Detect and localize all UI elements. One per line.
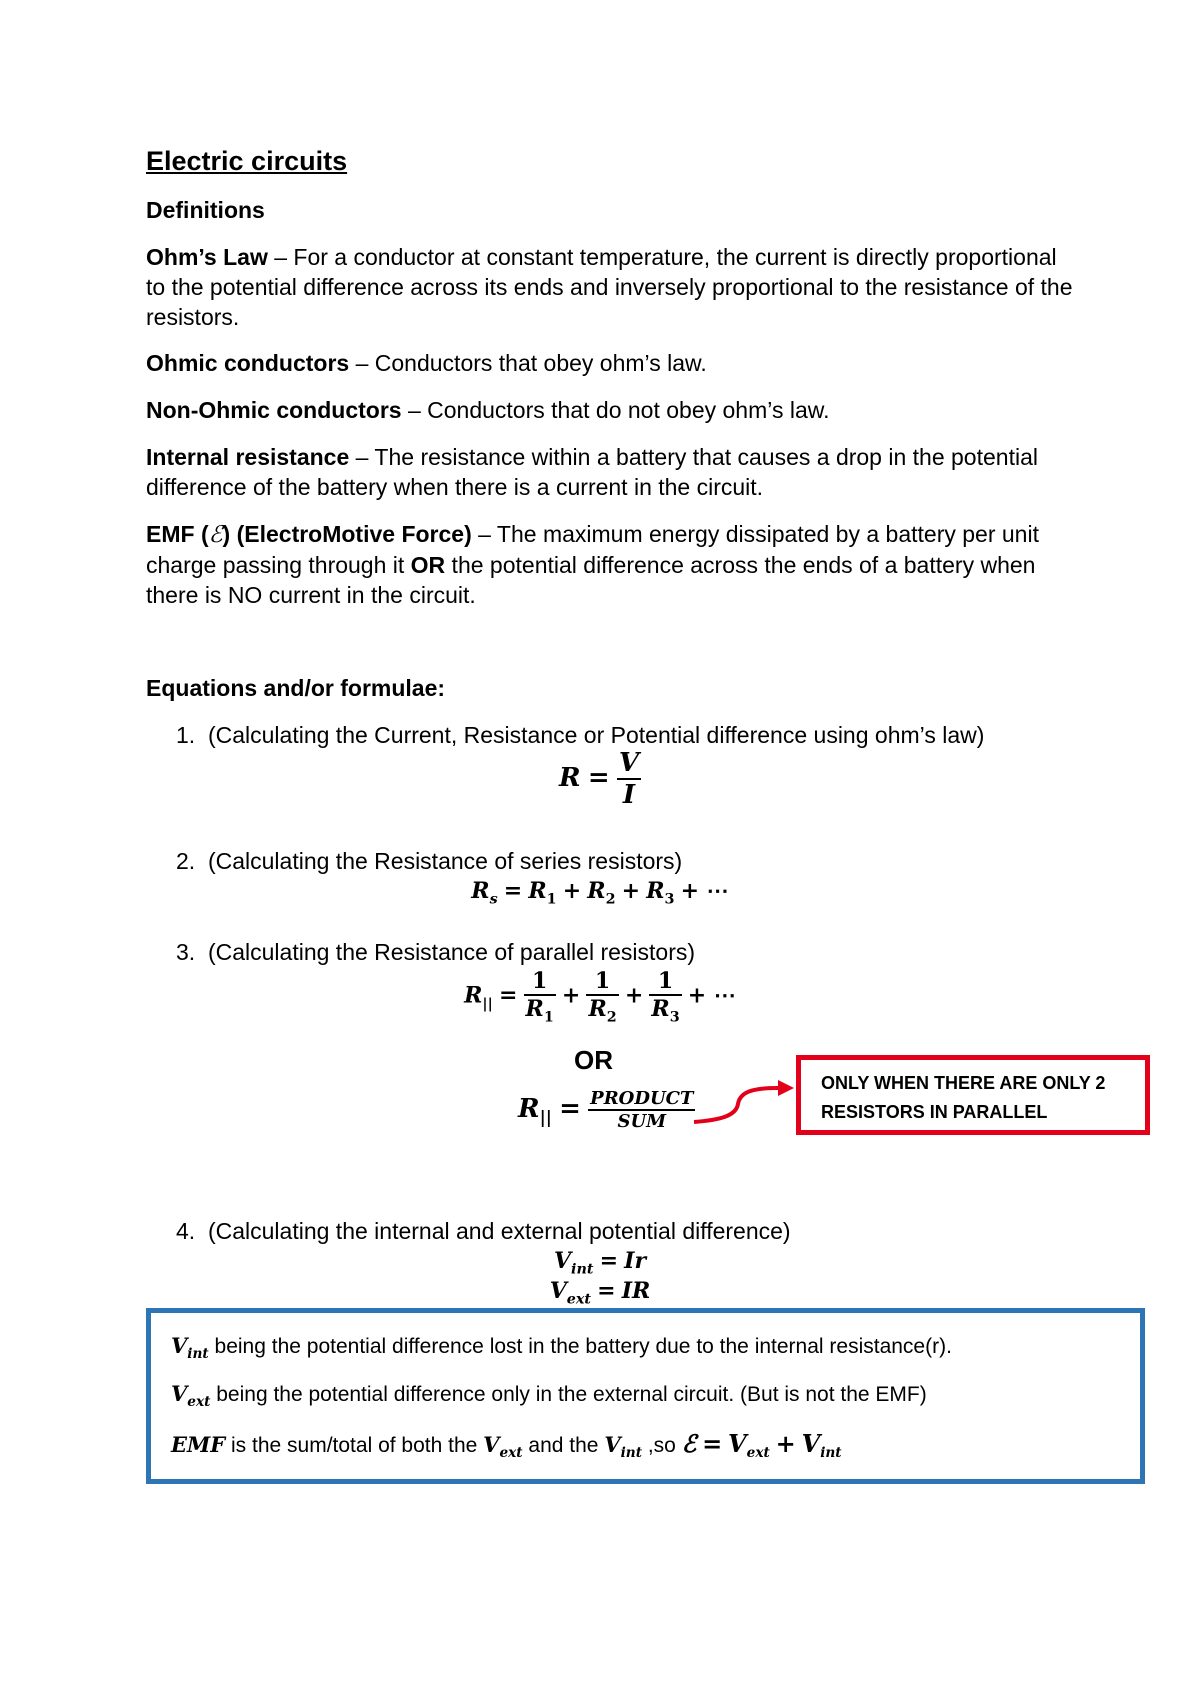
list-number: 3. — [176, 939, 196, 965]
sub2: 2 — [605, 891, 616, 908]
list-text: (Calculating the internal and external potential difference) — [207, 1218, 791, 1244]
plus: + — [621, 878, 641, 904]
fraction-den: I — [622, 780, 636, 810]
formula-vext — [0, 1278, 1200, 1307]
fraction — [588, 1088, 695, 1132]
note-vext — [171, 1381, 927, 1410]
eq: = — [503, 878, 523, 904]
r1: R — [528, 878, 547, 904]
definition-internal-resistance — [146, 442, 1076, 502]
definition-text: Conductors that obey ohm’s law. — [374, 350, 707, 376]
separator: – — [267, 244, 294, 270]
note-emf — [171, 1429, 842, 1461]
sub: int — [820, 1445, 842, 1462]
definition-term: Non-Ohmic conductors — [146, 397, 402, 423]
eq: = — [597, 1278, 616, 1304]
emf-symbol: ℰ — [208, 522, 223, 548]
separator: – — [349, 350, 375, 376]
dots: + ⋯ — [687, 982, 736, 1009]
r2: R — [587, 878, 606, 904]
plus: + — [775, 1429, 796, 1458]
sub: ext — [746, 1445, 770, 1462]
list-number: 1. — [176, 722, 196, 748]
or-label: OR — [574, 1045, 613, 1075]
r3: R — [646, 878, 665, 904]
callout-line-1: ONLY WHEN THERE ARE ONLY 2 — [821, 1073, 1106, 1093]
emf-term-b: ) (ElectroMotive Force) — [222, 521, 472, 547]
sub: ext — [499, 1445, 523, 1462]
note-text: being the potential difference lost in the battery due to the internal resistance(r). — [208, 1335, 952, 1358]
fraction-den: SUM — [617, 1111, 667, 1132]
v: V — [483, 1432, 500, 1457]
v: V — [728, 1429, 747, 1458]
callout-arrow — [690, 1070, 800, 1130]
num: 1 — [649, 968, 681, 996]
definition-text: The resistance within a battery that causes a drop in the potential difference of the battery when there is a current in the circuit. — [146, 444, 1038, 500]
emf-text-b: the potential difference across the ends of a battery when there is NO current in the circuit. — [146, 552, 1036, 608]
v: V — [553, 1248, 572, 1274]
den-r: R — [525, 996, 544, 1022]
list-item-3 — [176, 937, 1106, 967]
callout-line-2: RESISTORS IN PARALLEL — [821, 1102, 1048, 1122]
formula-lhs: R — [558, 762, 581, 793]
callout-box — [796, 1055, 1150, 1135]
fraction-3 — [649, 968, 681, 1025]
formula-product-sum — [518, 1088, 695, 1132]
formula-eq: = — [587, 762, 610, 793]
text: ,so — [642, 1434, 682, 1457]
list-text: (Calculating the Resistance of parallel resistors) — [207, 939, 696, 965]
den-sub: 2 — [606, 1009, 617, 1026]
page-title: Electric circuits — [146, 146, 348, 176]
emf-or: OR — [410, 552, 446, 578]
list-item-1 — [176, 720, 1106, 750]
list-number: 4. — [176, 1218, 196, 1244]
sub: int — [620, 1445, 643, 1462]
plus: + — [624, 982, 644, 1009]
rhs: IR — [621, 1278, 651, 1304]
callout-text — [801, 1060, 1145, 1127]
sub: int — [571, 1261, 594, 1278]
fraction-num: V — [618, 748, 640, 778]
separator: – — [349, 444, 375, 470]
num: 1 — [586, 968, 618, 996]
plus: + — [562, 878, 582, 904]
definition-ohms-law — [146, 242, 1076, 332]
fraction — [617, 748, 641, 810]
list-text: (Calculating the Resistance of series resistors) — [207, 848, 683, 874]
dots: + ⋯ — [680, 878, 729, 904]
emf-term-a: EMF ( — [146, 521, 209, 547]
list-text: (Calculating the Current, Resistance or Potential difference using ohm’s law) — [207, 722, 985, 748]
formula-vint — [0, 1248, 1200, 1277]
r: R — [471, 878, 490, 904]
sub: int — [187, 1346, 209, 1363]
sub: ext — [187, 1394, 211, 1411]
sub: ext — [566, 1291, 592, 1308]
note-text: being the potential difference only in the external circuit. (But is not the EMF) — [210, 1383, 927, 1406]
definition-text: Conductors that do not obey ohm’s law. — [427, 397, 830, 423]
definition-term: Ohmic conductors — [146, 350, 350, 376]
list-item-4 — [176, 1216, 1106, 1246]
formula-parallel — [0, 968, 1200, 1025]
text: is the sum/total of both the — [225, 1434, 484, 1457]
definition-emf — [146, 519, 1076, 610]
definition-non-ohmic-conductors — [146, 395, 1076, 425]
arrow-line — [694, 1088, 778, 1122]
eq: = — [559, 1093, 581, 1124]
formula-series — [0, 878, 1200, 907]
emf-text-a: – The maximum energy dissipated by a battery per unit charge passing through it — [146, 521, 1039, 578]
sub3: 3 — [664, 891, 675, 908]
text: and the — [522, 1434, 605, 1457]
v: V — [171, 1381, 188, 1406]
r: R — [518, 1093, 540, 1124]
formula-ohm — [0, 748, 1200, 810]
definition-term: Ohm’s Law — [146, 244, 268, 270]
fraction-2 — [586, 968, 618, 1025]
emf: EMF — [171, 1432, 226, 1457]
v: V — [801, 1429, 821, 1458]
definition-term: Internal resistance — [146, 444, 350, 470]
arrow-head — [778, 1080, 794, 1096]
den-sub: 3 — [669, 1009, 680, 1026]
fraction-1 — [524, 968, 556, 1025]
eq: = — [498, 982, 518, 1009]
r: R — [464, 982, 483, 1009]
den-r: R — [651, 996, 670, 1022]
note-vint — [171, 1333, 952, 1362]
v: V — [604, 1432, 621, 1457]
emf-symbol: ℰ — [681, 1429, 697, 1458]
den-sub: 1 — [543, 1009, 554, 1026]
den-r: R — [588, 996, 607, 1022]
sub: || — [539, 1107, 552, 1128]
v: V — [171, 1333, 188, 1358]
sub1: 1 — [546, 891, 557, 908]
eq: = — [702, 1429, 723, 1458]
list-number: 2. — [176, 848, 196, 874]
separator: – — [401, 397, 428, 423]
definitions-heading: Definitions — [146, 197, 265, 223]
definition-ohmic-conductors — [146, 348, 1076, 378]
plus: + — [561, 982, 581, 1009]
eq: = — [599, 1248, 619, 1274]
equations-heading: Equations and/or formulae: — [146, 675, 446, 701]
num: 1 — [524, 968, 556, 996]
notes-box — [146, 1308, 1145, 1484]
sub: || — [482, 995, 493, 1012]
rhs: Ir — [624, 1248, 647, 1274]
v: V — [549, 1278, 567, 1304]
definition-text: For a conductor at constant temperature, the current is directly proportional to the potential difference across its ends and inversely proportional to the resistance of the resistors. — [146, 244, 1073, 330]
list-item-2 — [176, 846, 1106, 876]
fraction-num: PRODUCT — [590, 1088, 694, 1109]
sub: s — [489, 891, 498, 908]
